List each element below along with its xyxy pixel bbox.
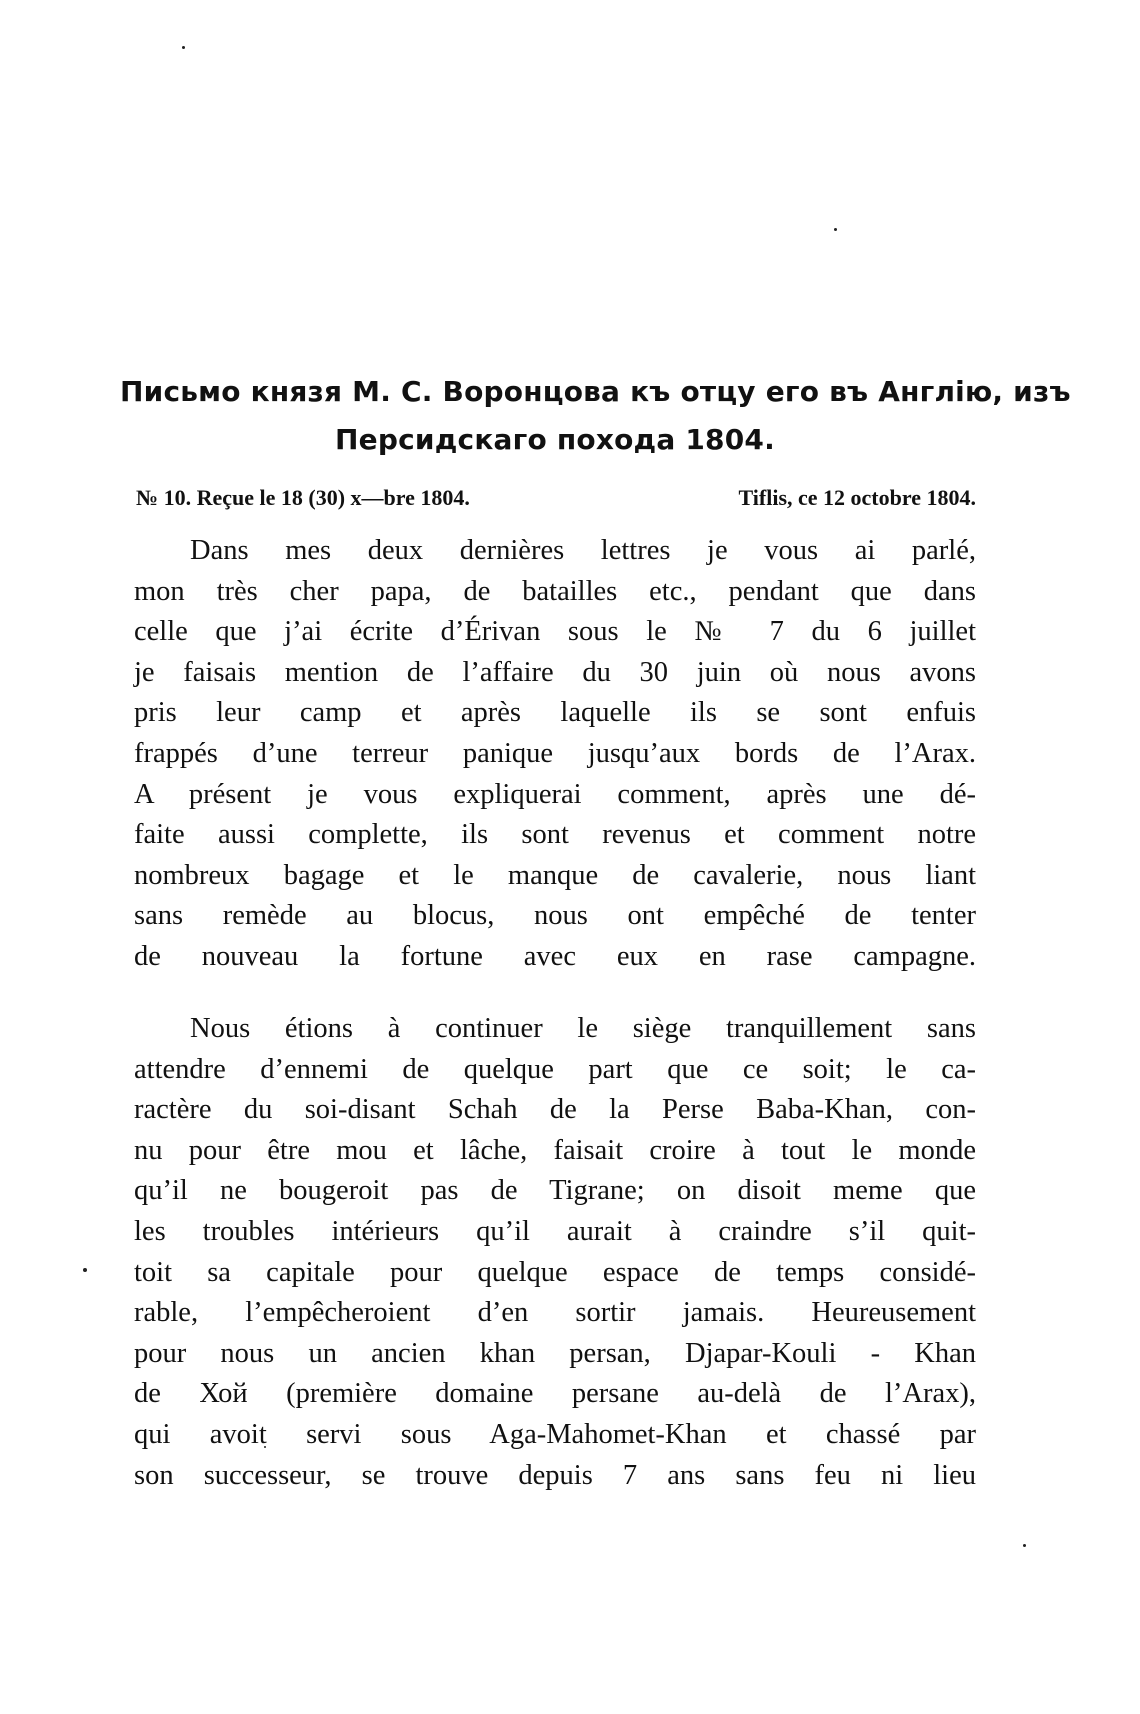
text-line: les troubles intérieurs qu’il aurait à craindre s’il quit-: [134, 1215, 976, 1247]
scan-speck: [834, 228, 837, 231]
text-line: frappés d’une terreur panique jusqu’aux bords de l’Arax.: [134, 737, 976, 769]
paragraph-1: [134, 531, 976, 978]
text-line: pris leur camp et après laquelle ils se sont enfuis: [134, 697, 976, 729]
scan-speck: [182, 46, 185, 49]
letter-title-line-1: Письмо князя М. С. Воронцова къ отцу его въ Англію, изъ: [120, 375, 1071, 408]
text-line: A présent je vous expliquerai comment, après une dé-: [134, 778, 976, 810]
text-line: nombreux bagage et le manque de cavalerie, nous liant: [134, 859, 976, 891]
text-line: de nouveau la fortune avec eux en rase campagne.: [134, 940, 976, 972]
text-line: Nous étions à continuer le siège tranquillement sans: [190, 1013, 976, 1044]
place-and-date: Tiflis, ce 12 octobre 1804.: [738, 485, 976, 510]
letter-title-line-2: Персидскаго похода 1804.: [335, 423, 775, 456]
letter-title: [120, 368, 1071, 464]
text-line: mon très cher papa, de batailles etc., pendant que dans: [134, 575, 976, 607]
text-line: qu’il ne bougeroit pas de Tigrane; on disoit meme que: [134, 1175, 976, 1207]
letter-dateline: [136, 483, 976, 513]
text-line: nu pour être mou et lâche, faisait croire à tout le monde: [134, 1134, 976, 1166]
scan-speck: [83, 1268, 87, 1272]
text-line: sans remède au blocus, nous ont empêché de tenter: [134, 900, 976, 932]
text-line: ractère du soi-disant Schah de la Perse Baba-Khan, con-: [134, 1094, 976, 1126]
text-line: faite aussi complette, ils sont revenus et comment notre: [134, 819, 976, 851]
text-line: attendre d’ennemi de quelque part que ce soit; le ca-: [134, 1053, 976, 1085]
text-line: je faisais mention de l’affaire du 30 juin où nous avons: [134, 656, 976, 688]
received-note: № 10. Reçue le 18 (30) x—bre 1804.: [136, 485, 470, 510]
text-line: pour nous un ancien khan persan, Djapar-Kouli - Khan: [134, 1337, 976, 1369]
text-line: celle que j’ai écrite d’Érivan sous le № 7 du 6 juillet: [134, 616, 976, 648]
paragraph-2: [134, 1009, 976, 1496]
text-line: rable, l’empêcheroient d’en sortir jamais. Heureusement: [134, 1297, 976, 1329]
text-line: son successeur, se trouve depuis 7 ans sans feu ni lieu: [134, 1459, 976, 1491]
text-line: Dans mes deux dernières lettres je vous ai parlé,: [190, 535, 976, 566]
scan-speck: [1023, 1544, 1026, 1547]
text-line: qui avoit servi sous Aga-Mahomet-Khan et chassé par: [134, 1418, 976, 1450]
text-line: de Хой (première domaine persane au-delà de l’Arax),: [134, 1378, 976, 1410]
text-line: toit sa capitale pour quelque espace de temps considé-: [134, 1256, 976, 1288]
